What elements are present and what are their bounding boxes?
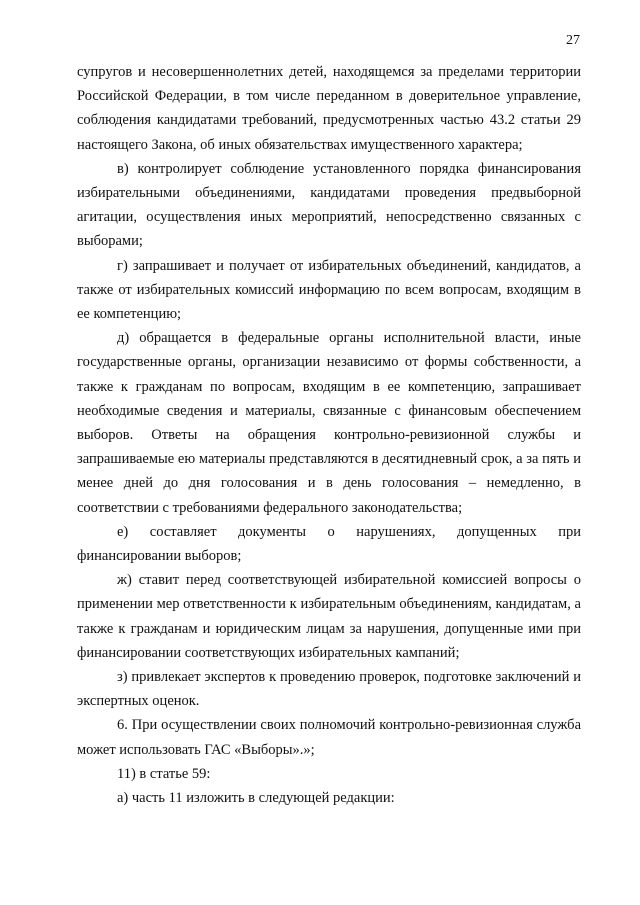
paragraph: 6. При осуществлении своих полномочий контрольно-ревизионная служба может использовать ГАС «Выборы».»; <box>77 717 581 758</box>
paragraph: а) часть 11 изложить в следующей редакции: <box>117 790 395 807</box>
paragraph: е) составляет документы о нарушениях, допущенных при финансировании выборов; <box>77 523 581 565</box>
paragraph: 11) в статье 59: <box>117 765 211 782</box>
paragraph: д) обращается в федеральные органы исполнительной власти, иные государственные органы, организации независимо от формы собственности, а также к гражданам по вопросам, входящим в ее компетенцию, запрашивает необходимые сведения и материалы, связанные с финансовым обеспечением выборов. Ответы на обращения контрольно-ревизионной службы и запрашиваемые ею материалы представляются в десятидневный срок, а за пять и менее дней до дня голосования и в день голосования – немедленно, в соответствии с требованиями федерального законодательства; <box>77 330 581 516</box>
paragraph: в) контролирует соблюдение установленного порядка финансирования избирательными объединениями, кандидатами проведения предвыборной агитации, осуществления иных мероприятий, непосредственно связанных с выборами; <box>77 160 581 250</box>
paragraph: г) запрашивает и получает от избирательных объединений, кандидатов, а также от избирательных комиссий информацию по всем вопросам, входящим в ее компетенцию; <box>77 257 581 323</box>
paragraph: ж) ставит перед соответствующей избирательной комиссией вопросы о применении мер ответственности к избирательным объединениям, кандидатам, а также к гражданам и юридическим лицам за нарушения, допущенные ими при финансировании соответствующих избирательных кампаний; <box>77 572 581 661</box>
paragraph: з) привлекает экспертов к проведению проверок, подготовке заключений и экспертных оценок. <box>77 669 581 710</box>
document-body <box>77 60 581 810</box>
page-number: 27 <box>566 33 580 48</box>
paragraph: супругов и несовершеннолетних детей, находящемся за пределами территории Российской Федерации, в том числе переданном в доверительное управление, соблюдения кандидатами требований, предусмотренных частью 43.2 статьи 29 настоящего Закона, об иных обязательствах имущественного характера; <box>77 64 581 153</box>
